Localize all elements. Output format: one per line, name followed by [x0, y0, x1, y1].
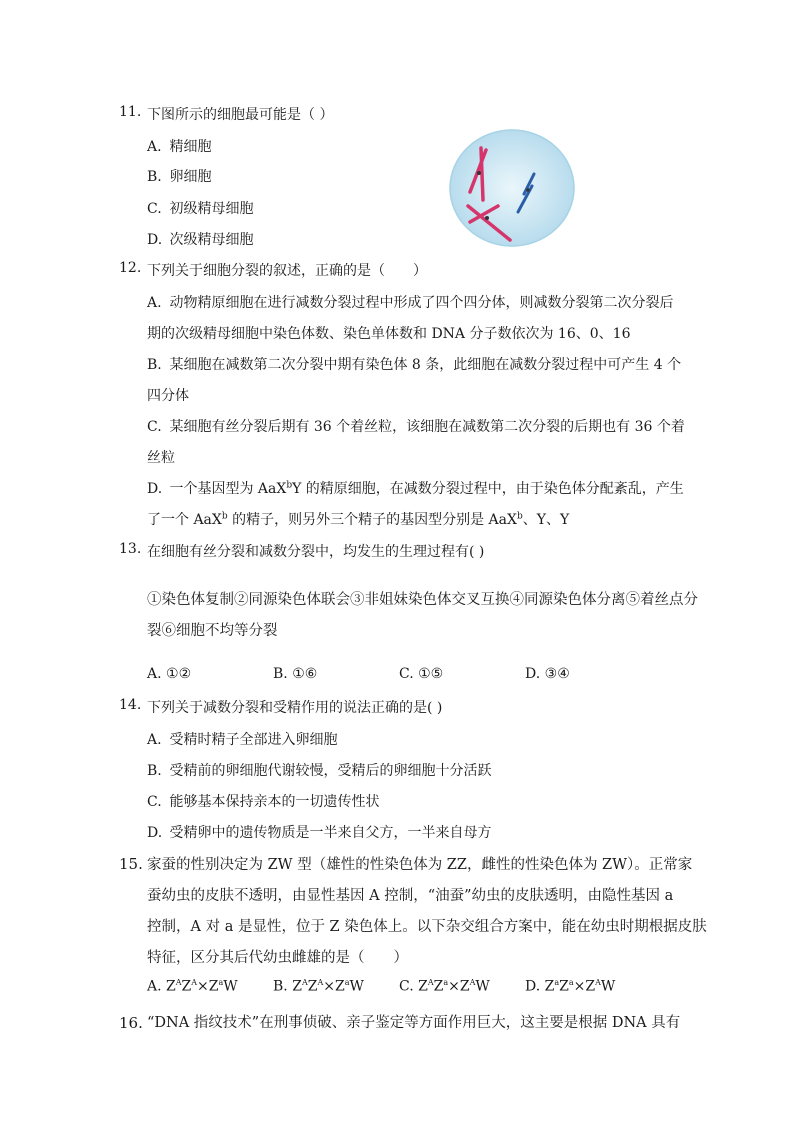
option-text: 次级精母细胞 — [169, 232, 254, 248]
option — [147, 198, 253, 218]
option-label: D. — [525, 666, 541, 682]
option-label: B. — [273, 666, 288, 682]
option-text: ①⑤ — [418, 666, 444, 682]
text-part: Z — [181, 978, 192, 995]
option-text: 某细胞在减数第二次分裂中期有染色体 8 条，此细胞在减数分裂过程中可产生 4 个 — [169, 357, 682, 373]
option — [147, 166, 211, 186]
question-stem: 下图所示的细胞最可能是（ ） — [147, 107, 334, 123]
question-body: 裂⑥细胞不均等分裂 — [147, 623, 278, 639]
option — [399, 978, 490, 995]
superscript: b — [516, 511, 523, 522]
superscript: A — [595, 978, 601, 987]
question-stem-continuation: 蚕幼虫的皮肤不透明，由显性基因 A 控制，“油蚕”幼虫的皮肤透明，由隐性基因 a — [147, 888, 674, 904]
option-label: C. — [147, 794, 162, 810]
option-label: C. — [399, 666, 414, 682]
option-text: 受精时精子全部进入卵细胞 — [169, 732, 338, 748]
superscript: A — [175, 978, 182, 987]
text-part: W — [223, 978, 238, 995]
option-text: 某细胞有丝分裂后期有 36 个着丝粒，该细胞在减数第二次分裂的后期也有 36 个着 — [169, 419, 685, 435]
text-part: Z — [433, 978, 444, 995]
option-text: 精细胞 — [169, 139, 212, 155]
option-label: C. — [399, 978, 414, 995]
text-part: W — [475, 978, 490, 995]
superscript: a — [568, 978, 574, 987]
text-part: W — [349, 978, 364, 995]
text-part: Z — [292, 978, 302, 995]
option-text: ①⑥ — [292, 666, 318, 682]
option — [147, 229, 253, 249]
superscript: a — [443, 978, 449, 987]
superscript: b — [286, 480, 293, 491]
text-part: ×Z — [323, 978, 345, 995]
option-label: C. — [147, 419, 162, 435]
option — [273, 978, 364, 995]
text-part: Z — [307, 978, 318, 995]
option-continuation: 期的次级精母细胞中染色体数、染色单体数和 DNA 分子数依次为 16、0、16 — [147, 326, 631, 342]
option — [147, 136, 211, 156]
centromere — [477, 171, 481, 175]
text-part: 一个基因型为 AaX — [169, 481, 287, 497]
option-text: 卵细胞 — [169, 169, 212, 185]
option-label: A. — [147, 732, 162, 748]
text-part: Z — [418, 978, 428, 995]
option — [147, 666, 191, 682]
question-number: 15. — [119, 855, 143, 873]
text-part: ×Z — [197, 978, 219, 995]
superscript: A — [301, 978, 308, 987]
option — [147, 822, 491, 842]
question-stem-continuation: 特征，区分其后代幼虫雌雄的是（ ） — [147, 950, 408, 966]
superscript: a — [344, 978, 350, 987]
option-text: 受精卵中的遗传物质是一半来自父方，一半来自母方 — [169, 825, 492, 841]
option-continuation: 丝粒 — [147, 450, 175, 466]
question-stem: 在细胞有丝分裂和减数分裂中，均发生的生理过程有( ) — [147, 544, 485, 560]
text-part: Y 的精原细胞，在减数分裂过程中，由于染色体分配紊乱，产生 — [292, 481, 684, 497]
text-part: Z — [559, 978, 569, 995]
option-label: B. — [273, 978, 288, 995]
question-number: 11. — [119, 104, 142, 120]
option-label: D. — [147, 481, 163, 497]
question-number: 14. — [119, 697, 142, 713]
question-stem-continuation: 控制，A 对 a 是显性，位于 Z 染色体上。以下杂交组合方案中，能在幼虫时期根据皮肤 — [147, 919, 707, 935]
option-text: 受精前的卵细胞代谢较慢，受精后的卵细胞十分活跃 — [169, 763, 492, 779]
superscript: A — [469, 978, 476, 987]
option-continuation: 四分体 — [147, 388, 189, 404]
option-text: 能够基本保持亲本的一切遗传性状 — [169, 794, 380, 810]
option-label: A. — [147, 666, 162, 682]
option-label: B. — [147, 357, 162, 373]
question-stem: 家蚕的性别决定为 ZW 型（雄性的性染色体为 ZZ，雌性的性染色体为 ZW）。正常家 — [147, 857, 693, 873]
option — [147, 416, 685, 436]
superscript: a — [218, 978, 224, 987]
text-part: 了一个 AaX — [147, 512, 222, 528]
option — [273, 666, 317, 682]
superscript: b — [221, 511, 228, 522]
superscript: A — [317, 978, 324, 987]
centromere — [485, 216, 489, 220]
option-text: 动物精原细胞在进行减数分裂过程中形成了四个四分体，则减数分裂第二次分裂后 — [169, 295, 674, 311]
option-label: A. — [147, 139, 162, 155]
option-label: B. — [147, 169, 162, 185]
text-part: W — [600, 978, 616, 995]
text-part: Z — [544, 978, 555, 995]
question-stem: 下列关于细胞分裂的叙述，正确的是（ ） — [147, 263, 427, 279]
cell-diagram — [448, 128, 576, 248]
question-number: 12. — [119, 260, 142, 276]
question-body: ①染色体复制②同源染色体联会③非姐妹染色体交叉互换④同源染色体分离⑤着丝点分 — [147, 592, 698, 608]
option — [525, 978, 615, 995]
option-label: C. — [147, 201, 162, 217]
option — [399, 666, 443, 682]
option-label: B. — [147, 763, 162, 779]
text-part: Z — [166, 978, 176, 995]
text-part: 、Y、Y — [522, 512, 570, 528]
superscript: A — [427, 978, 434, 987]
question-number: 16. — [119, 1014, 143, 1032]
cell-membrane — [450, 130, 574, 246]
question-number: 13. — [119, 541, 142, 557]
option — [147, 354, 681, 374]
option — [147, 478, 684, 498]
text-part: ×Z — [573, 978, 596, 995]
option-label: D. — [525, 978, 541, 995]
superscript: a — [554, 978, 560, 987]
option-label: D. — [147, 825, 163, 841]
option-label: D. — [147, 232, 163, 248]
option — [147, 978, 238, 995]
option-label: A. — [147, 295, 162, 311]
question-stem: 下列关于减数分裂和受精作用的说法正确的是( ) — [147, 700, 443, 716]
option — [147, 292, 673, 312]
option — [147, 791, 379, 811]
question-stem: “DNA 指纹技术”在刑事侦破、亲子鉴定等方面作用巨大，这主要是根据 DNA 具有 — [147, 1015, 681, 1031]
text-part: ×Z — [448, 978, 470, 995]
option — [147, 760, 491, 780]
option — [525, 666, 570, 682]
option-continuation — [147, 509, 569, 529]
centromere — [526, 188, 530, 192]
option-text: ③④ — [544, 666, 570, 682]
text-part: 的精子，则另外三个精子的基因型分别是 AaX — [227, 512, 517, 528]
option-label: A. — [147, 978, 162, 995]
superscript: A — [191, 978, 198, 987]
option-text: ①② — [166, 666, 192, 682]
option-text: 初级精母细胞 — [169, 201, 254, 217]
option — [147, 729, 337, 749]
option-text — [169, 481, 683, 497]
